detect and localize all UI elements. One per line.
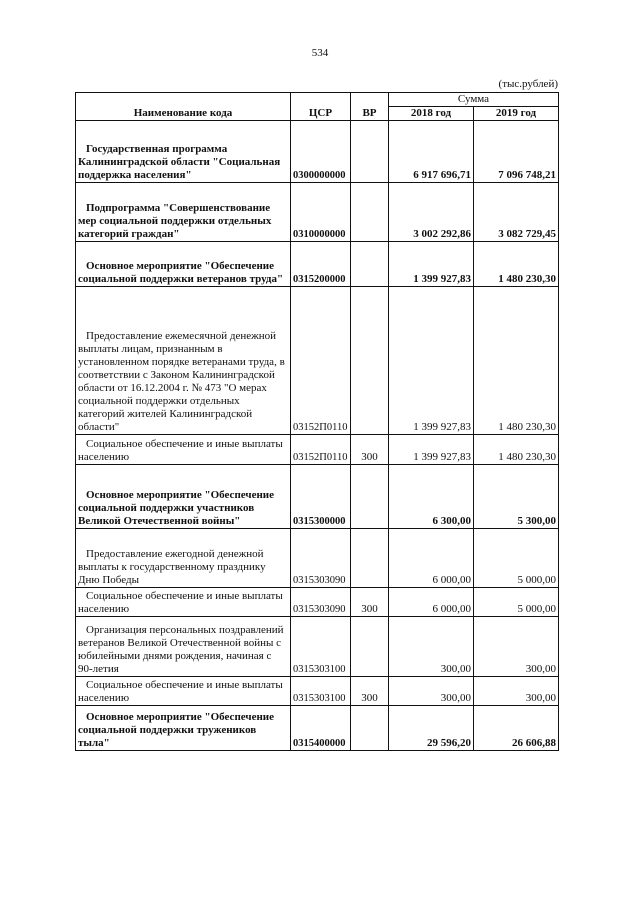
row-vr <box>351 242 389 287</box>
header-sum: Сумма <box>389 93 559 107</box>
table-row <box>76 183 559 242</box>
row-name: Организация персональных поздравлений ветеранов Великой Отечественной войны с юбилейными днями рождения, начиная с 90-летия <box>76 617 291 677</box>
header-year-2019: 2019 год <box>474 107 559 121</box>
row-2018: 29 596,20 <box>389 706 474 751</box>
row-name: Основное мероприятие "Обеспечение социальной поддержки тружеников тыла" <box>76 706 291 751</box>
row-csr: 0315200000 <box>291 242 351 287</box>
row-name: Основное мероприятие "Обеспечение социальной поддержки участников Великой Отечественной войны" <box>76 465 291 529</box>
row-csr: 03152П0110 <box>291 435 351 465</box>
row-csr: 0310000000 <box>291 183 351 242</box>
row-name: Основное мероприятие "Обеспечение социальной поддержки ветеранов труда" <box>76 242 291 287</box>
row-csr: 0315300000 <box>291 465 351 529</box>
table-row <box>76 706 559 751</box>
row-csr: 0315303090 <box>291 588 351 617</box>
row-2018: 6 000,00 <box>389 529 474 588</box>
row-2018: 300,00 <box>389 677 474 706</box>
row-vr: 300 <box>351 435 389 465</box>
row-2018: 6 917 696,71 <box>389 121 474 183</box>
row-name: Государственная программа Калининградской области "Социальная поддержка населения" <box>76 121 291 183</box>
header-vr: ВР <box>351 93 389 121</box>
table-row <box>76 287 559 435</box>
row-2019: 5 000,00 <box>474 588 559 617</box>
row-2019: 26 606,88 <box>474 706 559 751</box>
row-name: Социальное обеспечение и иные выплаты населению <box>76 588 291 617</box>
row-vr <box>351 617 389 677</box>
table-row <box>76 435 559 465</box>
units-label: (тыс.рублей) <box>498 78 558 90</box>
row-vr <box>351 287 389 435</box>
row-2019: 5 300,00 <box>474 465 559 529</box>
table-row <box>76 677 559 706</box>
row-name: Подпрограмма "Совершенствование мер социальной поддержки отдельных категорий граждан" <box>76 183 291 242</box>
table-row <box>76 588 559 617</box>
header-csr: ЦСР <box>291 93 351 121</box>
row-2018: 300,00 <box>389 617 474 677</box>
row-name: Социальное обеспечение и иные выплаты населению <box>76 435 291 465</box>
table-row <box>76 529 559 588</box>
row-vr: 300 <box>351 588 389 617</box>
row-vr <box>351 465 389 529</box>
row-2019: 1 480 230,30 <box>474 435 559 465</box>
row-name: Предоставление ежегодной денежной выплаты к государственному празднику Дню Победы <box>76 529 291 588</box>
row-csr: 0315303100 <box>291 677 351 706</box>
row-csr: 03152П0110 <box>291 287 351 435</box>
row-2019: 7 096 748,21 <box>474 121 559 183</box>
row-2018: 3 002 292,86 <box>389 183 474 242</box>
row-2019: 300,00 <box>474 617 559 677</box>
row-2019: 1 480 230,30 <box>474 287 559 435</box>
row-csr: 0315303090 <box>291 529 351 588</box>
row-vr: 300 <box>351 677 389 706</box>
table-row <box>76 121 559 183</box>
row-2018: 1 399 927,83 <box>389 435 474 465</box>
row-vr <box>351 706 389 751</box>
table-row <box>76 242 559 287</box>
row-vr <box>351 529 389 588</box>
row-2018: 6 300,00 <box>389 465 474 529</box>
row-vr <box>351 183 389 242</box>
row-2019: 300,00 <box>474 677 559 706</box>
row-2018: 1 399 927,83 <box>389 287 474 435</box>
row-csr: 0315303100 <box>291 617 351 677</box>
row-2019: 3 082 729,45 <box>474 183 559 242</box>
header-name: Наименование кода <box>76 93 291 121</box>
row-2018: 6 000,00 <box>389 588 474 617</box>
row-2019: 1 480 230,30 <box>474 242 559 287</box>
row-name: Предоставление ежемесячной денежной выплаты лицам, признанным в установленном порядке ветеранами труда, в соответствии с Законом Калининградской области от 16.12.2004 г. № 473 "О мерах социальной поддержки отдельных категорий жителей Калининградской области" <box>76 287 291 435</box>
row-name: Социальное обеспечение и иные выплаты населению <box>76 677 291 706</box>
table-row <box>76 465 559 529</box>
page-number: 534 <box>311 47 329 59</box>
row-2019: 5 000,00 <box>474 529 559 588</box>
row-vr <box>351 121 389 183</box>
header-year-2018: 2018 год <box>389 107 474 121</box>
budget-table <box>75 92 559 751</box>
row-csr: 0315400000 <box>291 706 351 751</box>
table-row <box>76 617 559 677</box>
row-2018: 1 399 927,83 <box>389 242 474 287</box>
row-csr: 0300000000 <box>291 121 351 183</box>
